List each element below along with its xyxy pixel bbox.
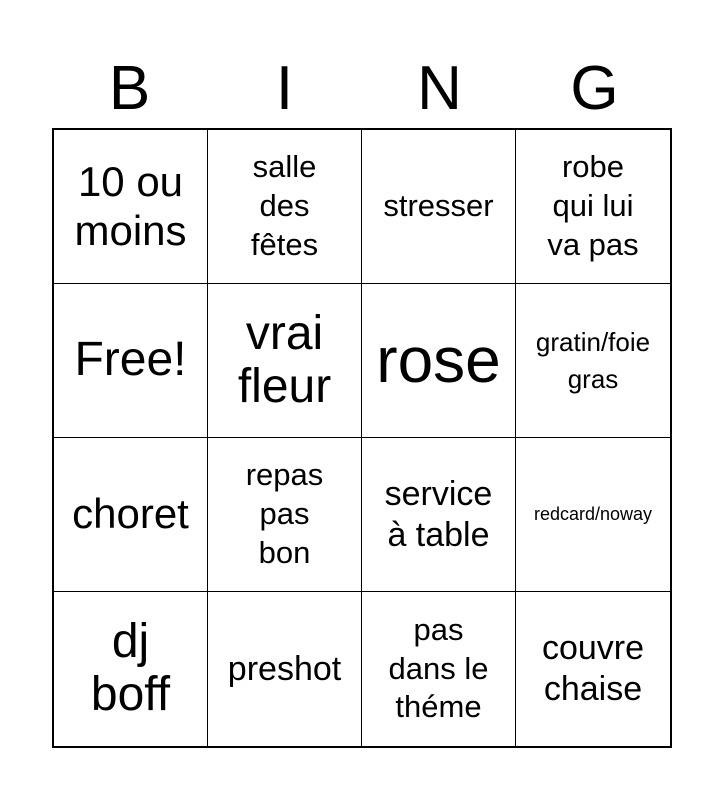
bingo-cell[interactable] xyxy=(54,130,208,284)
bingo-cell[interactable] xyxy=(208,438,362,592)
cell-label: vrai fleur xyxy=(237,306,332,413)
header-letter-i: I xyxy=(275,54,294,123)
bingo-cell[interactable] xyxy=(208,284,362,438)
header-letter-g: G xyxy=(570,54,619,123)
cell-label: salle des fêtes xyxy=(250,149,319,262)
bingo-cell[interactable] xyxy=(54,438,208,592)
bingo-cell[interactable] xyxy=(516,592,670,746)
bingo-cell[interactable] xyxy=(208,592,362,746)
cell-label: couvre chaise xyxy=(541,629,645,708)
bingo-header xyxy=(52,50,672,128)
cell-label: repas pas bon xyxy=(245,457,324,570)
cell-label: preshot xyxy=(227,649,342,688)
cell-label: pas dans le théme xyxy=(388,611,489,725)
cell-label: gratin/foie gras xyxy=(535,327,651,394)
cell-label: service à table xyxy=(384,474,493,554)
bingo-cell[interactable] xyxy=(516,438,670,592)
cell-label: 10 ou moins xyxy=(74,158,187,254)
cell-label: Free! xyxy=(74,333,187,387)
cell-label: robe qui lui va pas xyxy=(547,149,639,262)
bingo-cell[interactable] xyxy=(362,438,516,592)
free-space-cell[interactable] xyxy=(54,284,208,438)
bingo-cell[interactable] xyxy=(54,592,208,746)
cell-label: rose xyxy=(376,323,501,396)
bingo-board xyxy=(52,128,672,748)
bingo-cell[interactable] xyxy=(362,592,516,746)
bingo-cell[interactable] xyxy=(362,130,516,284)
header-letter-b: B xyxy=(108,54,151,123)
cell-label: choret xyxy=(72,490,189,538)
bingo-cell[interactable] xyxy=(362,284,516,438)
cell-label: dj boff xyxy=(90,615,171,721)
cell-label: redcard/noway xyxy=(533,504,653,525)
bingo-cell[interactable] xyxy=(516,284,670,438)
header-letter-n: N xyxy=(417,54,462,123)
bingo-cell[interactable] xyxy=(208,130,362,284)
cell-label: stresser xyxy=(383,188,494,224)
bingo-cell[interactable] xyxy=(516,130,670,284)
